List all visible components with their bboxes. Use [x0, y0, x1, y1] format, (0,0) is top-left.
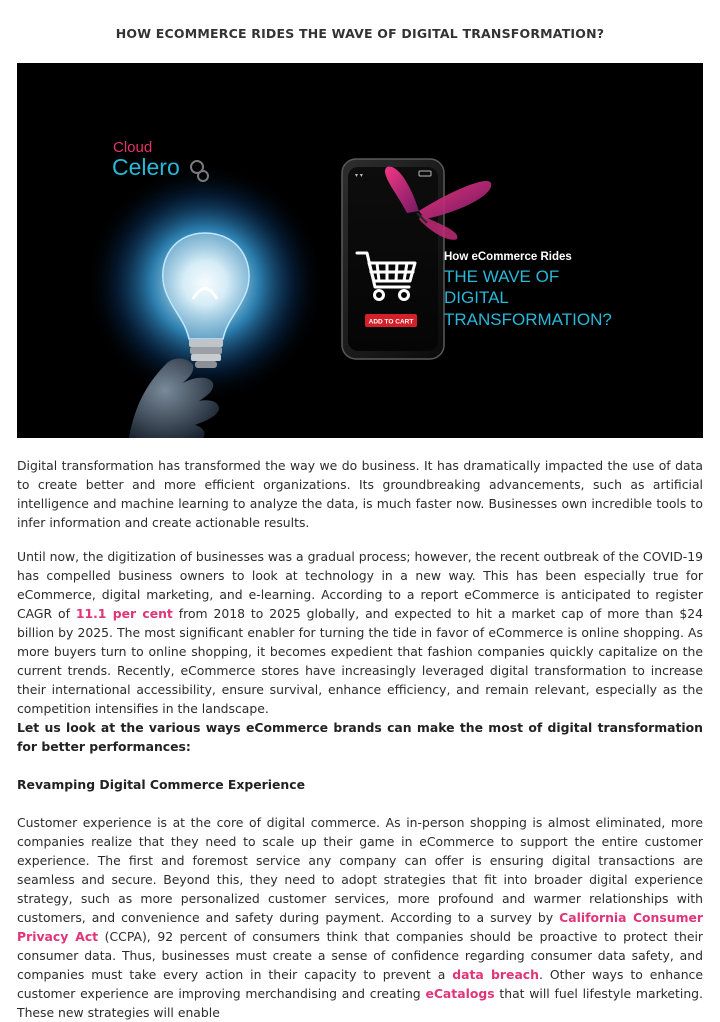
hero-headline-line2: DIGITAL — [444, 288, 509, 307]
paragraph-cx-text-3: . Other ways to enhance customer experience are improving merchandising and creating — [17, 967, 703, 1001]
hero-banner — [17, 63, 703, 438]
hero-headline-line1: THE WAVE OF — [444, 267, 560, 286]
ecatalogs-link[interactable]: eCatalogs — [425, 986, 495, 1001]
ccpa-link[interactable]: California Consumer Privacy Act — [17, 910, 704, 944]
paragraph-covid-text-2: from 2018 to 2025 globally, and expected to hit a market cap of more than $24 billion by 2025. The most significant enabler for turning the tide in favor of eCommerce is online shopping. As more buyers turn to online shopping, it becomes expedient that fashion companies quickly capitalize on the current trends. Recently, eCommerce stores have increasingly leveraged digital transformation to increase their international accessibility, ensure survival, enhance efficiency, and remain relevant, especially as the competition intensifies in the landscape. — [17, 606, 703, 716]
paragraph-cx-text-2: (CCPA), 92 percent of consumers think that companies should be proactive to protect their consumer data. Thus, businesses must create a sense of confidence regarding consumer data safety, and companies must take every action in their capacity to prevent a — [17, 929, 703, 982]
brand-line1: Cloud — [113, 139, 153, 156]
data-breach-link[interactable]: data breach — [452, 967, 539, 982]
hero-headline-line3: TRANSFORMATION? — [444, 310, 612, 329]
cagr-link[interactable]: 11.1 per cent — [75, 606, 173, 621]
article-body — [17, 456, 703, 1022]
paragraph-cx-text-4: that will fuel lifestyle marketing. These new strategies will enable — [17, 986, 703, 1020]
paragraph-intro: Digital transformation has transformed the way we do business. It has dramatically impacted the use of data to create better and more efficient organizations. Its groundbreaking advancements, such as artificial intelligence and machine learning to analyze the data, is much faster now. Businesses own incredible tools to infer information and create actionable results. — [17, 458, 703, 530]
brand-line2: Celero — [112, 154, 180, 180]
paragraph-customer-experience — [17, 813, 703, 1022]
hero-headline-small: How eCommerce Rides — [444, 251, 572, 263]
page-title: HOW ECOMMERCE RIDES THE WAVE OF DIGITAL TRANSFORMATION? — [115, 26, 605, 41]
hero-illustration — [17, 63, 703, 438]
lead-statement: Let us look at the various ways eCommerce brands can make the most of digital transformation for better performances: — [17, 720, 703, 754]
paragraph-covid — [17, 547, 703, 718]
svg-text:▾ ▾: ▾ ▾ — [355, 172, 363, 179]
paragraph-covid-text-1: Until now, the digitization of businesses was a gradual process; however, the recent outbreak of the COVID-19 has compelled business owners to look at technology in a new way. This has been especially true for eCommerce, digital marketing, and e-learning. According to a report eCommerce is anticipated to register CAGR of — [17, 549, 704, 621]
paragraph-cx-text-1: Customer experience is at the core of digital commerce. As in-person shopping is almost eliminated, more companies realize that they need to scale up their game in eCommerce to support the entire customer experience. The first and foremost service any company can offer is ensuring digital transactions are seamless and secure. Beyond this, they need to adopt strategies that fit into broader digital experience strategy, such as more personalized customer services, more profound and warmer relationships with customers, and convenience and safety during payment. According to a survey by — [17, 815, 703, 925]
section-heading: Revamping Digital Commerce Experience — [17, 777, 305, 792]
svg-text:ADD TO CART: ADD TO CART — [368, 318, 414, 326]
